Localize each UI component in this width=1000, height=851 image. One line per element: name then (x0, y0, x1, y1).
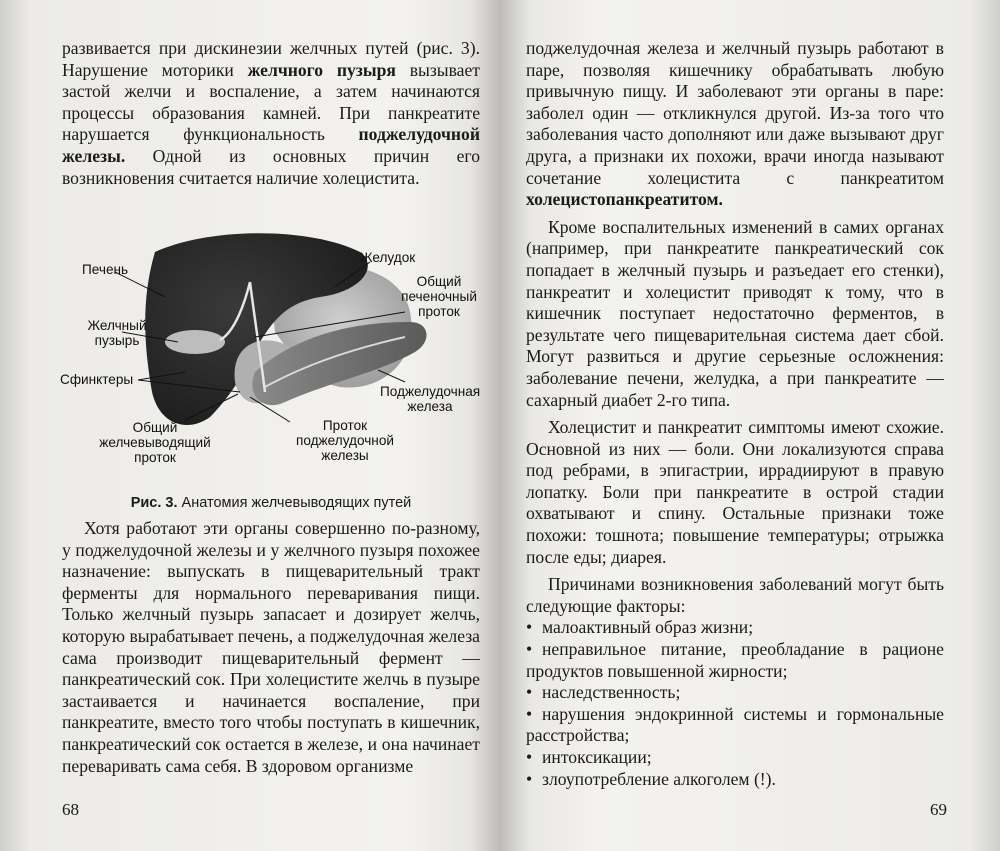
left-top-text (62, 38, 480, 189)
right-paragraph-4: Причинами возникновения заболеваний могут быть следующие факторы: (526, 574, 944, 616)
anatomy-figure (60, 222, 480, 472)
causes-list (526, 617, 944, 790)
page-number-right: 69 (930, 800, 947, 819)
right-paragraph-1: поджелудочная железа и желчный пузырь работают в паре, позволяя кишечнику обрабатывать любую привычную пищу. И заболевают эти органы в паре: заболел один — откликнулся другой. Из-за того что заболевания часто дополняют или даже вызывают друг друга, а признаки их похожи, врачи иногда называют сочетание холецистита с панкреатитом холецистопанкреатитом. (526, 38, 944, 210)
figure-caption: Рис. 3. Анатомия желчевыводящих путей (130, 495, 412, 511)
right-page (500, 0, 1000, 851)
list-item: • неправильное питание, преобладание в рационе продуктов повышенной жирности; (526, 639, 944, 681)
page-number-left: 68 (62, 800, 79, 819)
right-text (526, 38, 944, 790)
label-stomach: Желудок (360, 250, 416, 265)
label-liver: Печень (82, 262, 129, 277)
left-bottom-text (62, 518, 480, 777)
list-item: • нарушения эндокринной системы и гормональные расстройства; (526, 703, 944, 746)
label-pancreatic-duct: Проток поджелудочной железы (296, 418, 394, 463)
label-sphincters: Сфинктеры (60, 372, 134, 387)
label-pancreas: Поджелудочная железа (380, 384, 481, 414)
label-gallbladder: Желчный пузырь (87, 318, 147, 348)
list-item: • малоактивный образ жизни; (526, 617, 754, 638)
list-item: • злоупотребление алкоголем (!). (526, 768, 776, 789)
gallbladder-shape (165, 330, 225, 354)
left-paragraph-2: Хотя работают эти органы совершенно по-разному, у поджелудочной железы и у желчного пузыря похожее назначение: выпускать в пищеварительный тракт ферменты для нормального переваривания пищи. Только желчный пузырь запасает и дозирует желчь, которую вырабатывает печень, а поджелудочная железа сама производит пищеварительный фермент — панкреатический сок. При холецистите желчь в пузыре застаивается и начинается воспаление, при панкреатите, вместо того чтобы поступать в кишечник, панкреатический сок остается в железе, и она начинает переваривать сама себя. В здоровом организме (62, 518, 480, 776)
list-item: • интоксикации; (526, 747, 652, 767)
left-paragraph-1: развивается при дискинезии желчных путей (рис. 3). Нарушение моторики желчного пузыря вызывает застой желчи и воспаление, а затем начинаются процессы образования камней. При панкреатите нарушается функциональность поджелудочной железы. Одной из основных причин его возникновения считается наличие холецистита. (62, 38, 480, 188)
label-common-bile-duct: Общий желчевыводящий проток (99, 420, 211, 465)
right-paragraph-2: Кроме воспалительных изменений в самих органах (например, при панкреатите панкреатический сок попадает в желчный пузырь и разъедает его стенки), панкреатит и холецистит приводят к тому, что в кишечник поступает недостаточно ферментов, в результате чего пищеварительная система дает сбой. Могут развиться и другие серьезные осложнения: заболевание печени, желудка, а при панкреатите — сахарный диабет 2-го типа. (526, 216, 944, 410)
list-item: • наследственность; (526, 682, 681, 703)
right-paragraph-3: Холецистит и панкреатит симптомы имеют схожие. Основной из них — боли. Они локализуются справа под ребрами, в эпигастрии, иррадиируют в правую лопатку. Боли при панкреатите в острой стадии охватывают и спину. Остальные признаки тоже похожи: тошнота; повышение температуры; отрыжка после еды; диарея. (526, 417, 944, 567)
label-hepatic-duct: Общий печеночный проток (401, 274, 477, 319)
